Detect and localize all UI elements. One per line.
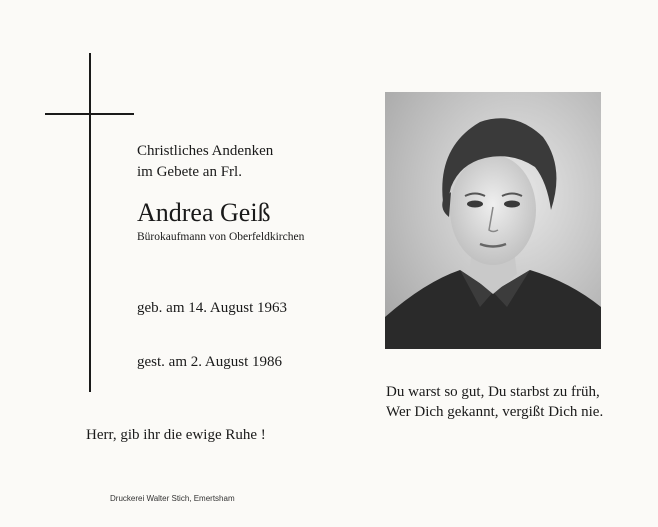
- verse: [386, 382, 603, 422]
- deceased-name: Andrea Geiß: [137, 198, 271, 227]
- prayer-text: Herr, gib ihr die ewige Ruhe !: [86, 427, 266, 443]
- birth-date: geb. am 14. August 1963: [137, 300, 287, 316]
- profession: Bürokaufmann von Oberfeldkirchen: [137, 231, 305, 243]
- verse-line-2: Wer Dich gekannt, vergißt Dich nie.: [386, 404, 604, 420]
- intro-line-1: Christliches Andenken: [137, 143, 274, 159]
- portrait-photo: [385, 92, 601, 349]
- death-date: gest. am 2. August 1986: [137, 354, 282, 370]
- intro-line-2: im Gebete an Frl.: [137, 164, 242, 180]
- portrait-image: [385, 92, 601, 349]
- cross-icon: [89, 53, 91, 392]
- cross-bar: [45, 113, 134, 115]
- intro-text: [137, 141, 273, 183]
- printer-credit: Druckerei Walter Stich, Emertsham: [110, 494, 235, 503]
- verse-line-1: Du warst so gut, Du starbst zu früh,: [386, 384, 600, 400]
